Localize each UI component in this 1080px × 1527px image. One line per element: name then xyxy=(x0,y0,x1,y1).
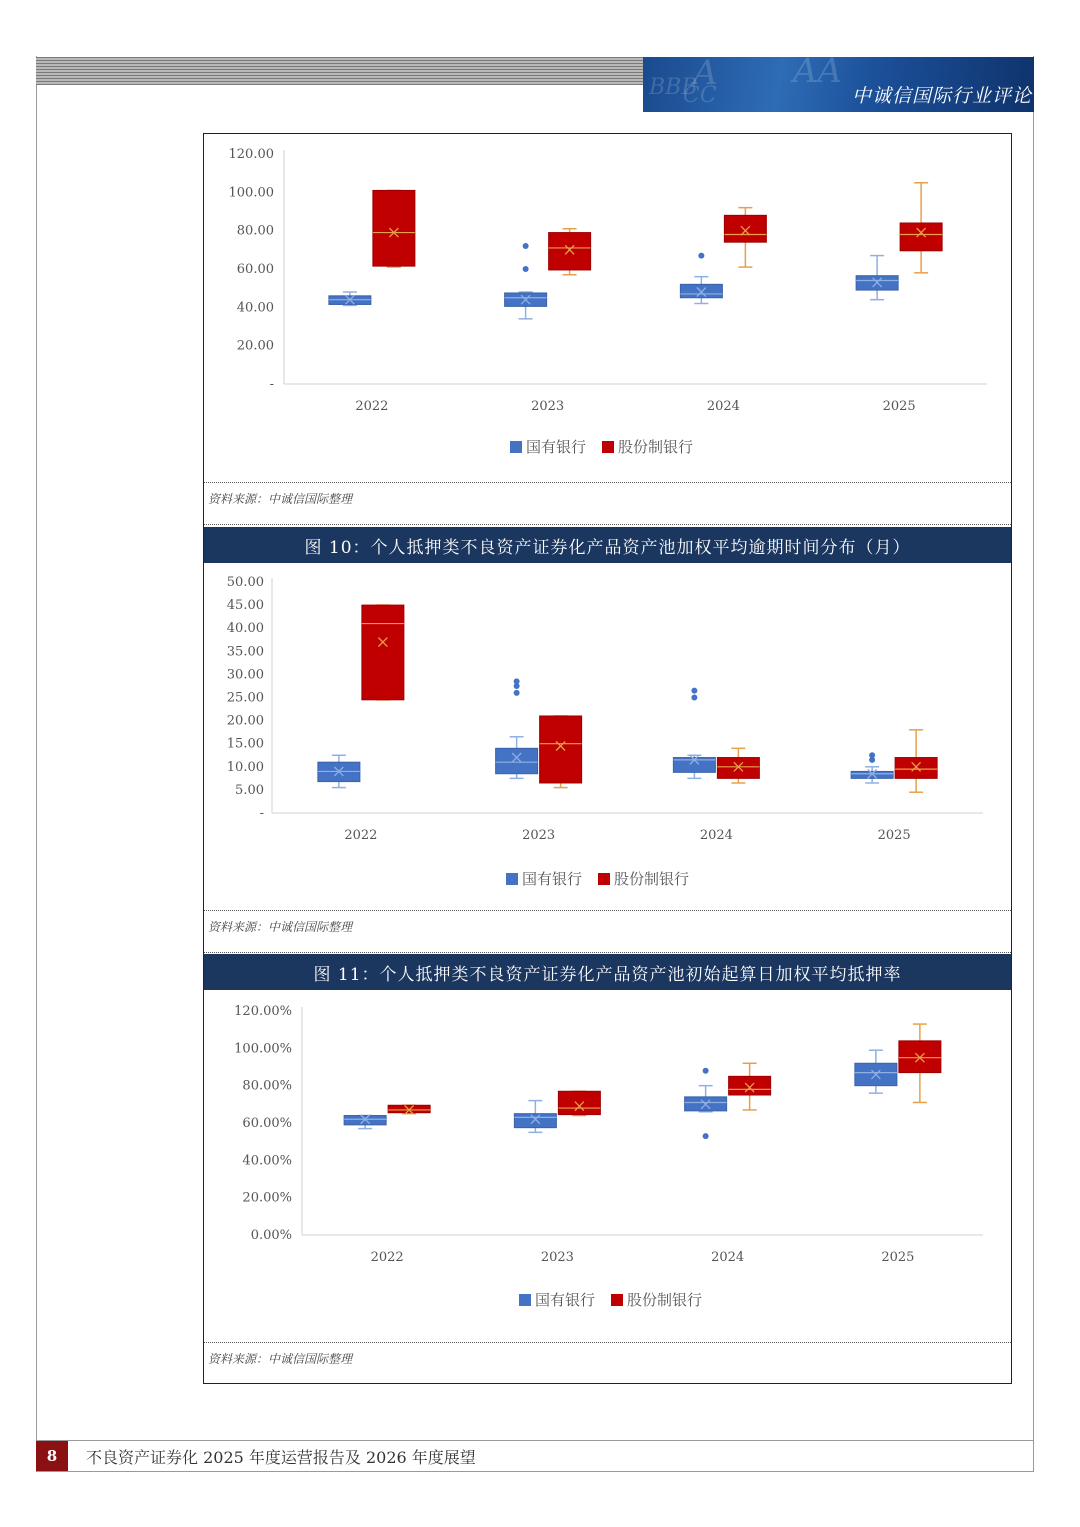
box-body xyxy=(362,605,404,700)
boxplot-chart-2 xyxy=(204,563,1010,908)
footer-report-title: 不良资产证券化 2025 年度运营报告及 2026 年度展望 xyxy=(86,1448,476,1467)
y-tick-label: 40.00% xyxy=(242,1153,292,1169)
x-tick-label: 2022 xyxy=(355,399,389,414)
x-tick-label: 2024 xyxy=(711,1250,745,1265)
dotted-separator xyxy=(204,524,1011,525)
legend-swatch xyxy=(602,441,614,453)
boxplot-chart-1 xyxy=(204,134,1010,479)
legend-swatch xyxy=(519,1294,531,1306)
dotted-separator xyxy=(204,482,1011,483)
joint-stock-box-2022 xyxy=(373,190,415,267)
box-body xyxy=(558,1091,600,1114)
state-owned-box-2024 xyxy=(680,253,722,304)
outlier-point xyxy=(691,688,697,694)
joint-stock-box-2025 xyxy=(895,730,937,792)
box-body xyxy=(899,1041,941,1073)
state-owned-box-2022 xyxy=(344,1115,386,1129)
joint-stock-box-2025 xyxy=(900,183,942,273)
y-tick-label: 45.00 xyxy=(226,598,264,614)
state-owned-box-2023 xyxy=(496,678,538,778)
banner-decoration: A xyxy=(693,57,718,93)
box-body xyxy=(540,716,582,783)
y-tick-label: - xyxy=(269,377,274,392)
x-tick-label: 2024 xyxy=(699,828,733,843)
state-owned-box-2022 xyxy=(329,292,371,305)
state-owned-box-2023 xyxy=(514,1101,556,1133)
x-tick-label: 2022 xyxy=(344,828,378,843)
source-note: 资料来源：中诚信国际整理 xyxy=(208,920,353,934)
joint-stock-box-2022 xyxy=(388,1105,430,1114)
state-owned-box-2025 xyxy=(856,256,898,300)
legend-swatch xyxy=(506,873,518,885)
legend-swatch xyxy=(611,1294,623,1306)
box-body xyxy=(900,223,942,251)
outlier-point xyxy=(523,243,529,249)
x-tick-label: 2022 xyxy=(370,1250,404,1265)
source-note: 资料来源：中诚信国际整理 xyxy=(208,492,353,506)
state-owned-box-2024 xyxy=(685,1068,727,1139)
x-tick-label: 2025 xyxy=(881,1250,915,1265)
y-tick-label: 15.00 xyxy=(226,736,264,752)
box-body xyxy=(373,190,415,266)
y-tick-label: 50.00 xyxy=(226,575,264,590)
y-tick-label: 40.00 xyxy=(226,621,264,637)
outlier-point xyxy=(703,1068,709,1074)
banner-decoration: BBB xyxy=(649,75,698,100)
state-owned-box-2024 xyxy=(673,688,715,779)
dotted-separator xyxy=(204,910,1011,911)
legend-label: 股份制银行 xyxy=(627,1291,703,1309)
joint-stock-box-2024 xyxy=(724,208,766,267)
y-tick-label: 120.00% xyxy=(234,1004,292,1019)
box-body xyxy=(549,233,591,270)
joint-stock-box-2023 xyxy=(540,716,582,788)
outlier-point xyxy=(869,757,875,763)
y-tick-label: 100.00 xyxy=(228,185,274,201)
banner-title: 中诚信国际行业评论 xyxy=(851,85,1032,107)
x-tick-label: 2025 xyxy=(882,399,916,414)
y-tick-label: 5.00 xyxy=(235,782,264,798)
joint-stock-box-2024 xyxy=(717,748,759,783)
outlier-point xyxy=(523,266,529,272)
legend-label: 股份制银行 xyxy=(618,438,694,456)
header-stripes xyxy=(36,57,643,85)
y-tick-label: 0.00% xyxy=(250,1228,292,1243)
state-owned-box-2025 xyxy=(855,1050,897,1093)
box-body xyxy=(344,1116,386,1125)
box-body xyxy=(496,748,538,773)
page-number: 8 xyxy=(36,1441,68,1471)
y-tick-label: 10.00 xyxy=(226,759,264,775)
outlier-point xyxy=(514,690,520,696)
y-tick-label: 60.00% xyxy=(242,1116,292,1131)
legend-label: 国有银行 xyxy=(522,870,583,888)
outlier-point xyxy=(698,253,704,259)
source-note: 资料来源：中诚信国际整理 xyxy=(208,1352,353,1366)
state-owned-box-2025 xyxy=(851,752,893,783)
y-tick-label: 80.00 xyxy=(236,223,274,239)
legend-label: 国有银行 xyxy=(535,1291,596,1309)
y-tick-label: 20.00% xyxy=(242,1190,292,1206)
footer-rule xyxy=(36,1440,1034,1441)
y-tick-label: 30.00 xyxy=(226,667,264,683)
legend-label: 股份制银行 xyxy=(614,870,690,888)
box-body xyxy=(724,215,766,242)
y-tick-label: 40.00 xyxy=(236,300,274,316)
box-body xyxy=(729,1076,771,1095)
x-tick-label: 2023 xyxy=(540,1250,574,1265)
joint-stock-box-2023 xyxy=(549,229,591,275)
x-tick-label: 2024 xyxy=(706,399,740,414)
joint-stock-box-2022 xyxy=(362,605,404,700)
figure-10-title: 图 10：个人抵押类不良资产证券化产品资产池加权平均逾期时间分布（月） xyxy=(204,527,1011,563)
x-tick-label: 2025 xyxy=(877,828,911,843)
y-tick-label: 35.00 xyxy=(226,644,264,660)
state-owned-box-2022 xyxy=(318,755,360,787)
y-tick-label: 20.00 xyxy=(236,338,274,354)
box-body xyxy=(717,758,759,779)
legend-label: 国有银行 xyxy=(526,438,587,456)
dotted-separator xyxy=(204,1342,1011,1343)
outlier-point xyxy=(691,695,697,701)
box-body xyxy=(514,1114,556,1128)
y-tick-label: 60.00 xyxy=(236,262,274,277)
y-tick-label: 120.00 xyxy=(228,147,274,162)
box-body xyxy=(388,1105,430,1112)
y-tick-label: 100.00% xyxy=(234,1041,292,1057)
legend-swatch xyxy=(510,441,522,453)
header-banner xyxy=(643,57,1034,112)
legend-swatch xyxy=(598,873,610,885)
banner-decoration: CC xyxy=(683,83,717,108)
box-body xyxy=(895,758,937,779)
y-tick-label: 25.00 xyxy=(226,690,264,706)
figure-11-title: 图 11：个人抵押类不良资产证券化产品资产池初始起算日加权平均抵押率 xyxy=(204,954,1011,990)
box-body xyxy=(851,771,893,778)
dotted-separator xyxy=(204,952,1011,953)
x-tick-label: 2023 xyxy=(522,828,556,843)
banner-decoration: AA xyxy=(793,57,843,91)
state-owned-box-2023 xyxy=(505,243,547,319)
boxplot-chart-3 xyxy=(204,990,1010,1340)
joint-stock-box-2023 xyxy=(558,1091,600,1115)
figure-box xyxy=(203,133,1012,1384)
outlier-point xyxy=(703,1133,709,1139)
joint-stock-box-2024 xyxy=(729,1063,771,1110)
outlier-point xyxy=(514,678,520,684)
x-tick-label: 2023 xyxy=(531,399,565,414)
joint-stock-box-2025 xyxy=(899,1024,941,1102)
y-tick-label: - xyxy=(259,806,264,821)
y-tick-label: 20.00 xyxy=(226,713,264,729)
box-body xyxy=(680,284,722,297)
y-tick-label: 80.00% xyxy=(242,1078,292,1094)
